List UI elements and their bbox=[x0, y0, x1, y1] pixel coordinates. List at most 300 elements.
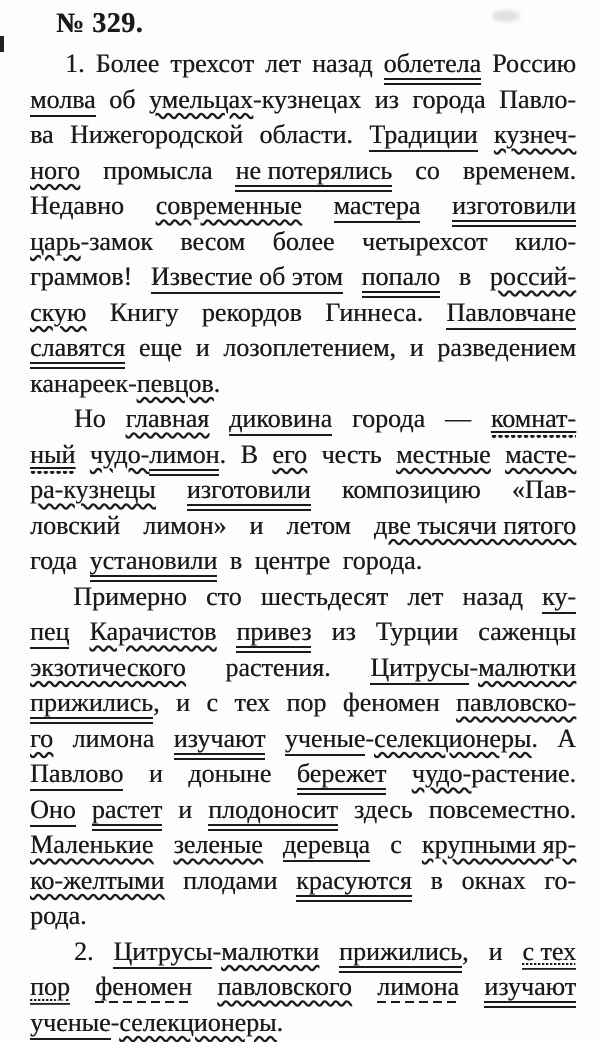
word bbox=[515, 224, 576, 260]
underlined-word: Маленькие bbox=[30, 830, 154, 859]
word bbox=[265, 46, 301, 82]
word bbox=[412, 82, 485, 118]
word bbox=[149, 82, 361, 118]
word bbox=[151, 259, 343, 295]
word bbox=[499, 82, 576, 118]
word-segment: лозоплетением, bbox=[223, 333, 396, 362]
word bbox=[103, 153, 212, 189]
word bbox=[390, 827, 402, 863]
word bbox=[445, 401, 471, 437]
text-line bbox=[30, 934, 576, 970]
underlined-word: прижились bbox=[30, 688, 153, 724]
word bbox=[30, 224, 153, 260]
word bbox=[240, 437, 257, 473]
word bbox=[236, 614, 311, 650]
text-line bbox=[30, 153, 576, 189]
word bbox=[30, 827, 153, 863]
word bbox=[370, 650, 576, 686]
word bbox=[376, 614, 458, 650]
word-segment: 2. bbox=[73, 936, 94, 966]
word bbox=[544, 863, 576, 899]
text-line bbox=[30, 259, 576, 295]
word-segment: года bbox=[30, 546, 78, 575]
word-segment: Более bbox=[95, 49, 160, 78]
word bbox=[491, 401, 576, 437]
word bbox=[286, 685, 326, 721]
word bbox=[286, 508, 351, 544]
word bbox=[30, 437, 75, 473]
word bbox=[542, 579, 576, 615]
word-segment: - bbox=[469, 652, 478, 682]
word-segment: в bbox=[430, 865, 443, 895]
word-segment: четырехсот bbox=[361, 226, 488, 256]
word-segment: го- bbox=[544, 865, 576, 895]
underlined-word: изготовили bbox=[187, 475, 311, 511]
word bbox=[30, 295, 86, 331]
underlined-word: го bbox=[30, 723, 54, 753]
word bbox=[30, 117, 53, 153]
word-segment: назад bbox=[311, 49, 373, 78]
word bbox=[494, 117, 576, 153]
word bbox=[505, 437, 576, 473]
word-segment: - bbox=[212, 936, 222, 966]
word-segment: , bbox=[153, 688, 160, 717]
word bbox=[113, 934, 319, 970]
word bbox=[343, 543, 423, 579]
word-segment: Россию bbox=[492, 49, 576, 78]
word bbox=[30, 82, 96, 118]
word bbox=[90, 543, 218, 579]
word bbox=[374, 508, 576, 544]
word bbox=[30, 259, 132, 295]
word bbox=[488, 934, 502, 970]
word-segment: и bbox=[488, 936, 503, 966]
word-segment: А bbox=[557, 723, 576, 753]
word-segment: композицию bbox=[341, 475, 481, 504]
word-segment: Турции bbox=[375, 617, 459, 646]
text-line bbox=[30, 969, 576, 1005]
underlined-word: Карачистов bbox=[89, 617, 217, 646]
underlined-word: крупными яр- bbox=[421, 830, 576, 859]
underlined-word: царь bbox=[30, 226, 81, 256]
underlined-word: ученые bbox=[285, 724, 366, 756]
word-segment: из bbox=[374, 84, 399, 114]
word-segment: В bbox=[240, 439, 258, 469]
word-segment: более bbox=[272, 226, 335, 256]
word bbox=[30, 721, 53, 757]
underlined-word: павловско- bbox=[455, 688, 576, 717]
word-segment: промысла bbox=[102, 155, 213, 185]
underlined-word: ного bbox=[30, 155, 80, 185]
word bbox=[369, 117, 477, 153]
word bbox=[375, 82, 399, 118]
word-segment: - bbox=[110, 1007, 120, 1037]
text-line bbox=[30, 508, 576, 544]
underlined-word: селекционеры bbox=[373, 723, 532, 753]
underlined-word: красуются bbox=[296, 866, 412, 902]
underlined-word: кузнеч- bbox=[493, 120, 576, 149]
word-segment: лет bbox=[407, 581, 444, 611]
underlined-word: Известие об этом bbox=[151, 262, 343, 294]
word bbox=[30, 508, 120, 544]
word-segment: Гиннеса. bbox=[325, 297, 424, 327]
word bbox=[249, 508, 263, 544]
word-segment: лимон» bbox=[143, 510, 227, 540]
underlined-word: экзотического bbox=[30, 652, 186, 682]
word bbox=[188, 756, 271, 792]
word bbox=[170, 46, 254, 82]
underlined-word: изучают bbox=[174, 724, 266, 760]
word bbox=[139, 330, 182, 366]
underlined-word: скую bbox=[30, 297, 87, 327]
text-line bbox=[30, 437, 576, 473]
underlined-word: чудо- bbox=[89, 439, 150, 469]
word bbox=[259, 117, 352, 153]
text-line bbox=[30, 295, 576, 331]
word-segment: разведением bbox=[437, 333, 576, 362]
word bbox=[30, 863, 164, 899]
word-segment: центре bbox=[254, 546, 331, 575]
word bbox=[235, 153, 392, 189]
word bbox=[149, 756, 163, 792]
word-segment: канареек- bbox=[30, 368, 137, 398]
underlined-word: изучают bbox=[484, 972, 576, 1008]
word bbox=[96, 46, 160, 82]
text-line bbox=[30, 82, 576, 118]
word bbox=[74, 934, 94, 970]
word-segment: с bbox=[390, 830, 402, 859]
underlined-word: плодоносит bbox=[208, 795, 338, 831]
word bbox=[429, 792, 576, 828]
underlined-word: облетела bbox=[384, 49, 482, 85]
word-segment: Но bbox=[73, 404, 106, 433]
underlined-word: малютки bbox=[477, 652, 576, 682]
word-segment: растение. bbox=[471, 759, 576, 788]
word bbox=[178, 792, 192, 828]
word bbox=[339, 934, 469, 970]
word bbox=[206, 579, 242, 615]
text-line bbox=[30, 756, 576, 792]
word bbox=[92, 792, 162, 828]
text-line bbox=[30, 330, 576, 366]
word-segment: пор bbox=[286, 688, 327, 717]
underlined-word: бережет bbox=[297, 759, 387, 795]
word-segment: летом bbox=[286, 510, 351, 540]
word bbox=[362, 259, 441, 295]
word-segment: граммов! bbox=[30, 262, 133, 291]
word bbox=[321, 437, 381, 473]
word-segment: ва bbox=[30, 120, 54, 149]
underlined-word: молва bbox=[30, 85, 96, 117]
word-segment: об bbox=[109, 84, 136, 114]
underlined-word: Традиции bbox=[369, 120, 477, 152]
word-segment: в bbox=[458, 262, 472, 291]
underlined-word: изготовили bbox=[452, 191, 576, 227]
underlined-word: чудо- bbox=[411, 759, 472, 788]
word bbox=[30, 650, 186, 686]
text-line bbox=[30, 863, 576, 899]
underlined-word: селекционеры bbox=[119, 1007, 277, 1037]
text-line bbox=[30, 650, 576, 686]
word bbox=[173, 827, 262, 863]
word-segment: — bbox=[444, 404, 471, 433]
word-segment: честь bbox=[321, 439, 382, 469]
word-segment: лимона bbox=[72, 723, 155, 753]
word-segment: . bbox=[531, 723, 538, 753]
underlined-word: малютки bbox=[221, 936, 320, 966]
underlined-word: его bbox=[272, 439, 307, 469]
word-segment: еще bbox=[138, 333, 182, 362]
underlined-word: зеленые bbox=[173, 830, 263, 859]
underlined-word: ный bbox=[30, 440, 75, 474]
word-segment: сто bbox=[206, 581, 242, 611]
word bbox=[412, 756, 576, 792]
underlined-word: пец bbox=[30, 617, 69, 649]
word-segment: Книгу bbox=[109, 297, 179, 327]
word-segment: области. bbox=[259, 120, 353, 149]
underlined-word: ра-кузнецы bbox=[30, 475, 156, 504]
word bbox=[30, 898, 87, 934]
word-segment: шестьдесят bbox=[260, 581, 389, 611]
word bbox=[478, 614, 576, 650]
word-segment: в bbox=[229, 546, 243, 575]
word-segment: весом bbox=[180, 226, 246, 256]
word bbox=[492, 46, 576, 82]
word-segment: трехсот bbox=[170, 49, 254, 78]
word bbox=[110, 295, 179, 331]
word-segment: города bbox=[352, 404, 426, 433]
word bbox=[30, 153, 80, 189]
underlined-word: умельцах bbox=[148, 84, 253, 114]
word-segment: Недавно bbox=[30, 191, 124, 220]
word bbox=[70, 117, 243, 153]
word-segment: и bbox=[249, 510, 264, 540]
word-segment: 1. bbox=[65, 49, 85, 78]
word-segment: лет bbox=[265, 49, 301, 78]
word bbox=[196, 330, 210, 366]
word bbox=[484, 969, 576, 1005]
word bbox=[30, 969, 70, 1005]
underlined-word: певцов bbox=[136, 368, 214, 398]
word-segment: , bbox=[462, 936, 469, 966]
word bbox=[396, 437, 490, 473]
word bbox=[225, 650, 330, 686]
underlined-word: растет bbox=[92, 795, 162, 831]
text-line bbox=[30, 401, 576, 437]
word-segment: рекордов bbox=[201, 297, 302, 327]
word bbox=[230, 543, 242, 579]
underlined-word: славятся bbox=[30, 333, 125, 369]
word-segment: -замок bbox=[80, 226, 153, 256]
word-segment: Примерно bbox=[73, 581, 187, 611]
word-segment: растения. bbox=[225, 652, 331, 682]
word-segment: с bbox=[206, 688, 218, 717]
underlined-word: две тысячи пятого bbox=[373, 510, 576, 540]
underlined-word: установили bbox=[90, 546, 218, 582]
word-segment: рода. bbox=[30, 901, 87, 930]
underlined-word: ко-желтыми bbox=[30, 865, 165, 895]
word bbox=[273, 224, 335, 260]
underlined-word: лимон bbox=[149, 440, 219, 476]
text-line bbox=[30, 117, 576, 153]
word bbox=[462, 579, 523, 615]
word bbox=[377, 969, 459, 1005]
word-segment: кило- bbox=[514, 226, 576, 256]
underlined-word: ученые bbox=[30, 1008, 111, 1040]
word bbox=[461, 863, 525, 899]
underlined-word: попало bbox=[362, 262, 441, 298]
word bbox=[334, 188, 421, 224]
word-segment: ловский bbox=[30, 510, 121, 540]
word bbox=[187, 472, 311, 508]
word bbox=[352, 401, 425, 437]
word bbox=[30, 543, 77, 579]
text-line bbox=[30, 721, 576, 757]
word-segment: «Пав- bbox=[511, 475, 576, 504]
word bbox=[557, 721, 576, 757]
word bbox=[30, 756, 123, 792]
word bbox=[30, 366, 220, 402]
word-segment: и bbox=[195, 333, 210, 362]
word-segment: назад bbox=[462, 581, 523, 611]
text-line bbox=[30, 827, 576, 863]
word-segment: плодами bbox=[183, 865, 278, 895]
word bbox=[422, 827, 576, 863]
underlined-word: не потерялись bbox=[235, 156, 392, 192]
word bbox=[95, 969, 192, 1005]
word bbox=[30, 330, 125, 366]
word bbox=[362, 224, 487, 260]
word bbox=[297, 756, 387, 792]
word bbox=[30, 614, 69, 650]
underlined-word: деревца bbox=[283, 830, 370, 862]
word-segment: повсеместно. bbox=[428, 794, 576, 824]
word-segment: - bbox=[365, 723, 374, 753]
underlined-word: комнат- bbox=[491, 404, 576, 438]
underlined-word: россий- bbox=[489, 262, 576, 291]
word bbox=[126, 401, 210, 437]
text-line bbox=[30, 472, 576, 508]
word bbox=[415, 153, 440, 189]
scan-smudge bbox=[492, 10, 520, 22]
underlined-word: Павлово bbox=[30, 759, 123, 791]
word bbox=[456, 685, 576, 721]
word bbox=[74, 401, 106, 437]
word-segment: города. bbox=[342, 546, 423, 575]
word bbox=[285, 721, 538, 757]
word-segment: феномен bbox=[342, 688, 440, 717]
text-line bbox=[30, 614, 576, 650]
word-segment: тех bbox=[234, 688, 270, 717]
underlined-word: прижились bbox=[339, 937, 462, 973]
word bbox=[490, 259, 576, 295]
word-segment: и bbox=[409, 333, 424, 362]
text-line bbox=[30, 46, 576, 82]
word bbox=[354, 792, 413, 828]
word bbox=[65, 46, 85, 82]
word-segment: . bbox=[213, 368, 221, 398]
text-line bbox=[30, 224, 576, 260]
exercise-text bbox=[30, 46, 576, 1040]
word bbox=[208, 792, 338, 828]
word-segment: со bbox=[415, 155, 440, 185]
text-line bbox=[30, 898, 576, 934]
underlined-word: феномен bbox=[95, 972, 193, 1001]
word-segment: Нижегородской bbox=[69, 120, 243, 149]
word bbox=[283, 827, 370, 863]
word bbox=[143, 508, 226, 544]
underlined-word: диковина bbox=[229, 404, 332, 436]
text-line bbox=[30, 188, 576, 224]
underlined-word: главная bbox=[125, 404, 210, 433]
underlined-word: современные bbox=[155, 191, 302, 220]
underlined-word: лимона bbox=[377, 972, 459, 1001]
underlined-word: Цитрусы bbox=[113, 937, 212, 969]
word bbox=[73, 579, 187, 615]
word bbox=[202, 295, 302, 331]
word-segment: окнах bbox=[461, 865, 526, 895]
word bbox=[89, 614, 216, 650]
text-line bbox=[30, 685, 576, 721]
word bbox=[522, 934, 576, 970]
word-segment: и bbox=[178, 794, 193, 824]
word bbox=[410, 330, 424, 366]
underlined-word: павловского bbox=[217, 972, 352, 1001]
underlined-word: пор bbox=[30, 972, 70, 1005]
word bbox=[331, 614, 355, 650]
underlined-word: с тех bbox=[522, 937, 576, 970]
word bbox=[407, 579, 443, 615]
underlined-word: Оно bbox=[30, 795, 76, 827]
word bbox=[90, 437, 226, 473]
word bbox=[217, 969, 351, 1005]
word bbox=[176, 685, 190, 721]
text-line bbox=[30, 792, 576, 828]
underlined-word: мастера bbox=[334, 191, 421, 223]
underlined-word: привез bbox=[236, 617, 311, 653]
word bbox=[459, 259, 471, 295]
word bbox=[30, 792, 76, 828]
underlined-word: ку- bbox=[542, 582, 576, 614]
word bbox=[109, 82, 135, 118]
word bbox=[206, 685, 218, 721]
word bbox=[30, 472, 156, 508]
underlined-word: масте- bbox=[505, 439, 576, 469]
word bbox=[229, 401, 332, 437]
scan-edge-artifact bbox=[0, 36, 4, 52]
word bbox=[255, 543, 331, 579]
word-segment: города bbox=[412, 84, 486, 114]
word bbox=[72, 721, 154, 757]
word bbox=[296, 863, 412, 899]
word-segment: саженцы bbox=[478, 617, 576, 646]
text-line bbox=[30, 543, 576, 579]
word bbox=[437, 330, 576, 366]
word-segment: и bbox=[175, 688, 190, 717]
word bbox=[156, 188, 302, 224]
word bbox=[312, 46, 373, 82]
word bbox=[234, 685, 270, 721]
word bbox=[430, 863, 442, 899]
word-segment: . bbox=[276, 1007, 284, 1037]
text-line bbox=[30, 1005, 576, 1041]
word bbox=[463, 153, 576, 189]
word bbox=[446, 295, 576, 331]
word bbox=[384, 46, 482, 82]
word bbox=[261, 579, 388, 615]
word bbox=[30, 1005, 283, 1041]
word-segment: и bbox=[148, 759, 163, 788]
